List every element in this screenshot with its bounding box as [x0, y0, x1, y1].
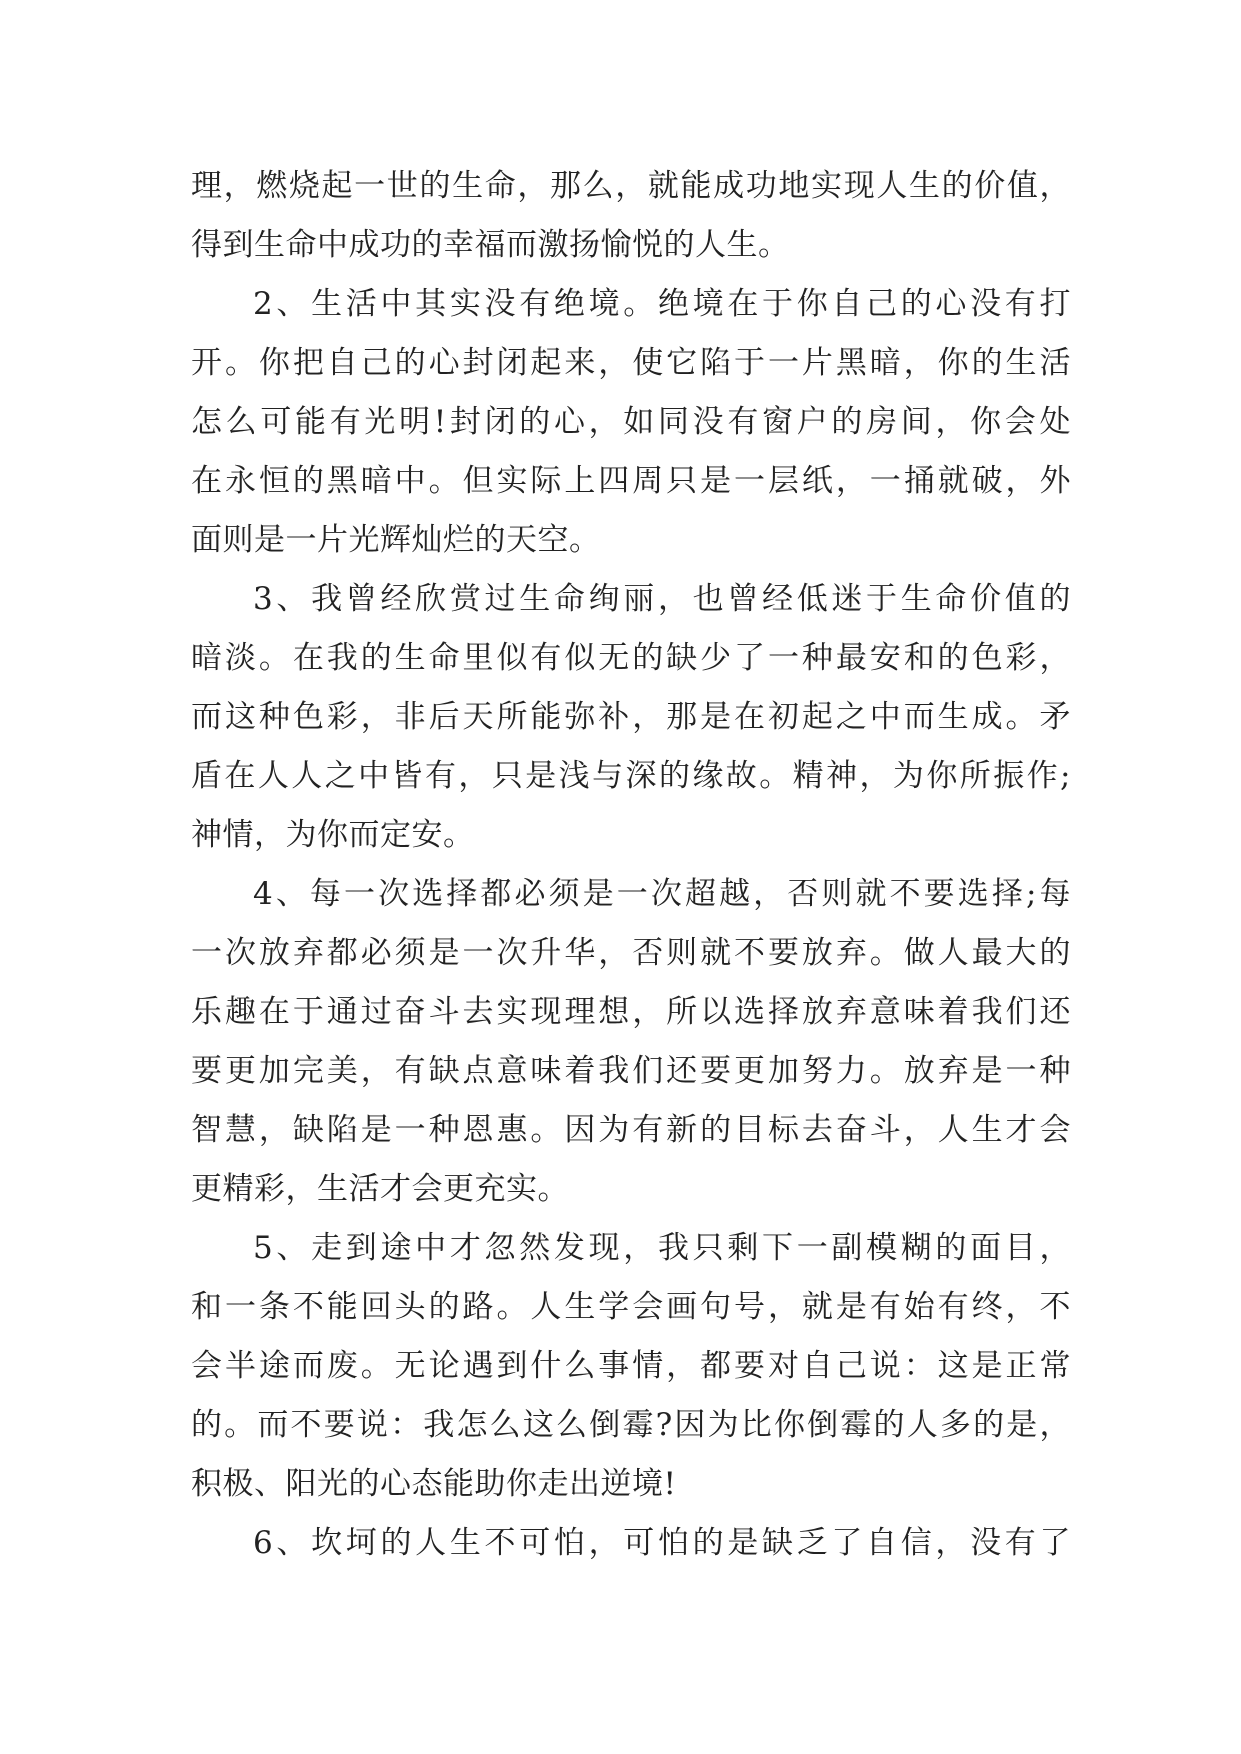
- text-line: 盾在人人之中皆有，只是浅与深的缘故。精神，为你所振作;: [191, 758, 1071, 794]
- paragraph-first-line: 5、走到途中才忽然发现，我只剩下一副模糊的面目，: [253, 1230, 1071, 1266]
- text-line: 而这种色彩，非后天所能弥补，那是在初起之中而生成。矛: [191, 699, 1071, 735]
- text-line: 更精彩，生活才会更充实。: [191, 1171, 569, 1207]
- paragraph-first-line: 2、生活中其实没有绝境。绝境在于你自己的心没有打: [253, 286, 1071, 322]
- text-line: 面则是一片光辉灿烂的天空。: [191, 522, 601, 558]
- text-line: 积极、阳光的心态能助你走出逆境!: [191, 1466, 677, 1502]
- text-line: 会半途而废。无论遇到什么事情，都要对自己说：这是正常: [191, 1348, 1071, 1384]
- text-line: 理，燃烧起一世的生命，那么，就能成功地实现人生的价值，: [191, 168, 1071, 204]
- text-line: 和一条不能回头的路。人生学会画句号，就是有始有终，不: [191, 1289, 1071, 1325]
- text-line: 神情，为你而定安。: [191, 817, 475, 853]
- text-line: 一次放弃都必须是一次升华，否则就不要放弃。做人最大的: [191, 935, 1071, 971]
- text-line: 怎么可能有光明!封闭的心，如同没有窗户的房间，你会处: [191, 404, 1071, 440]
- text-line: 要更加完美，有缺点意味着我们还要更加努力。放弃是一种: [191, 1053, 1071, 1089]
- body-text: [191, 157, 1071, 1573]
- paragraph-first-line: 4、每一次选择都必须是一次超越，否则就不要选择;每: [253, 876, 1071, 912]
- text-line: 在永恒的黑暗中。但实际上四周只是一层纸，一捅就破，外: [191, 463, 1071, 499]
- text-line: 得到生命中成功的幸福而激扬愉悦的人生。: [191, 227, 790, 263]
- text-line: 乐趣在于通过奋斗去实现理想，所以选择放弃意味着我们还: [191, 994, 1071, 1030]
- text-line: 暗淡。在我的生命里似有似无的缺少了一种最安和的色彩，: [191, 640, 1071, 676]
- paragraph-first-line: 6、坎坷的人生不可怕，可怕的是缺乏了自信，没有了: [253, 1525, 1071, 1561]
- text-line: 智慧，缺陷是一种恩惠。因为有新的目标去奋斗，人生才会: [191, 1112, 1071, 1148]
- text-line: 开。你把自己的心封闭起来，使它陷于一片黑暗，你的生活: [191, 345, 1071, 381]
- text-line: 的。而不要说：我怎么这么倒霉?因为比你倒霉的人多的是，: [191, 1407, 1071, 1443]
- paragraph-first-line: 3、我曾经欣赏过生命绚丽，也曾经低迷于生命价值的: [253, 581, 1071, 617]
